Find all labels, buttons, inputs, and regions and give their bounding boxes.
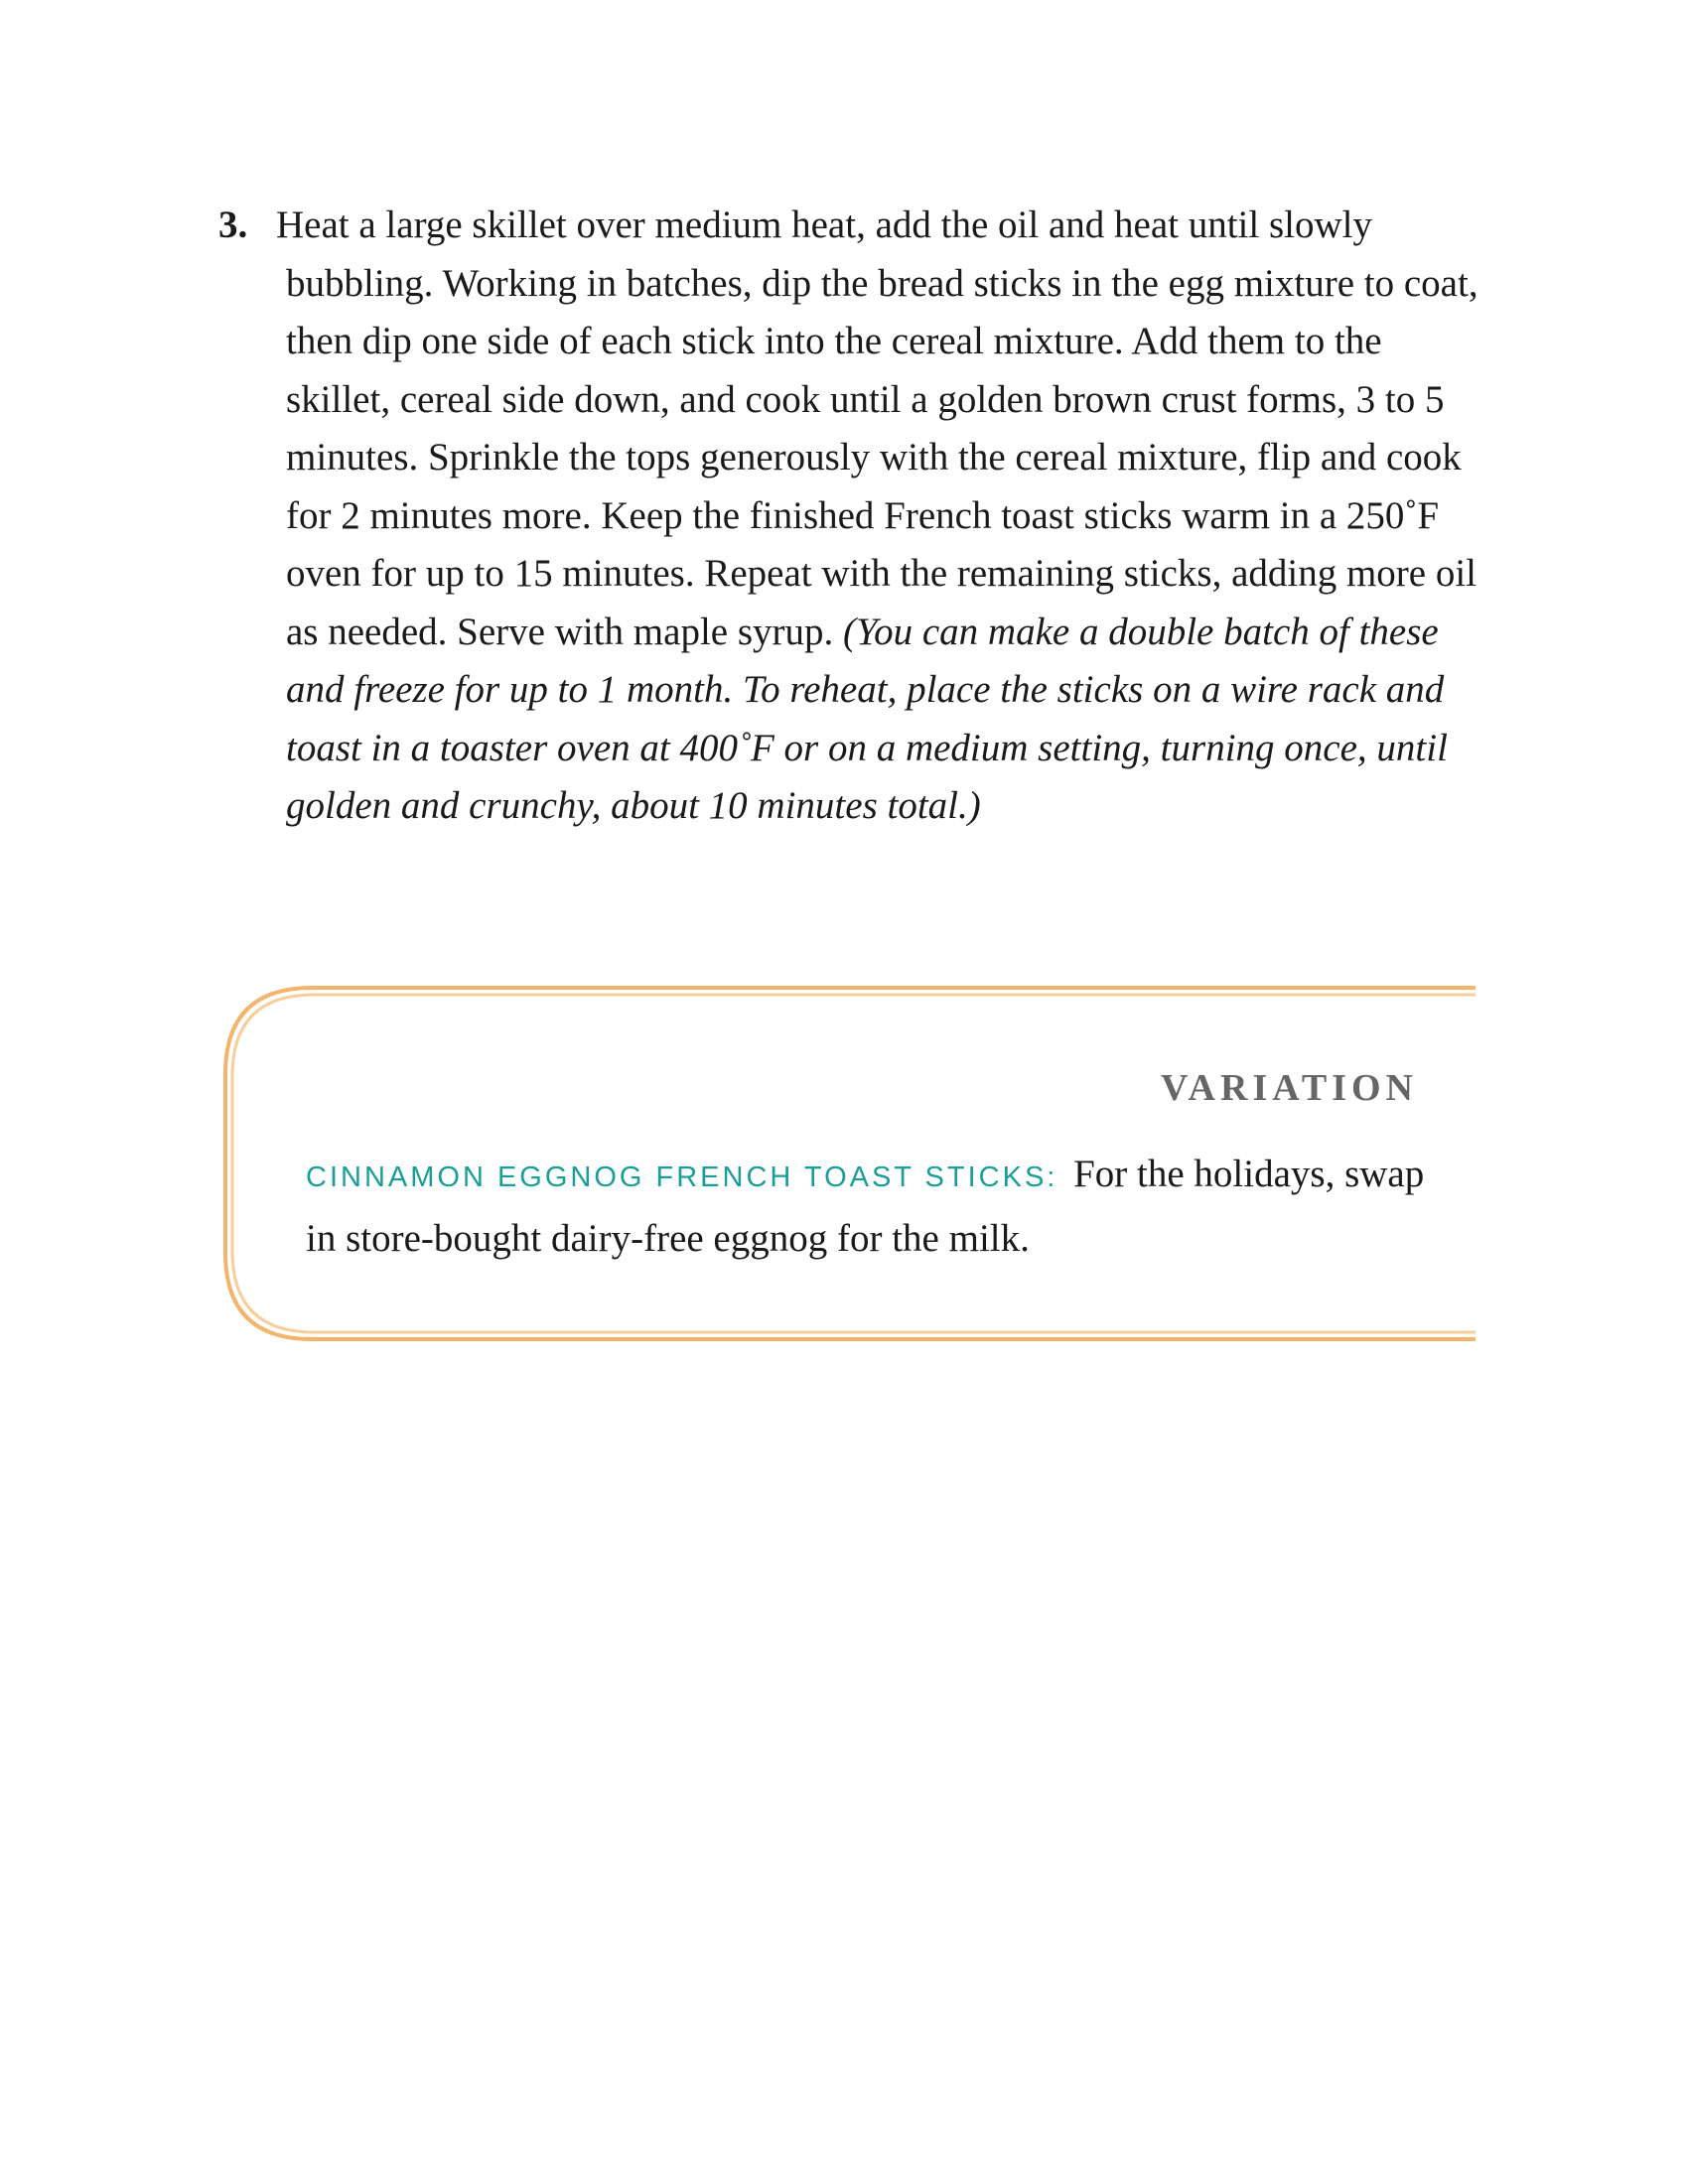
step-number: 3.: [218, 204, 248, 246]
step-instructions: Heat a large skillet over medium heat, add the oil and heat until slowly bubbling. Working in batches, dip the bread sticks in the egg mixture to coat, then dip one side of each stick into the cereal mixture. Add them to the skillet, cereal side down, and cook until a golden brown crust forms, 3 to 5 minutes. Sprinkle the tops generously with the cereal mixture, flip and cook for 2 minutes more. Keep the finished French toast sticks warm in a 250˚F oven for up to 15 minutes. Repeat with the remaining sticks, adding more oil as needed. Serve with maple syrup.: [276, 204, 1478, 653]
variation-text: For the holidays, swap in store-bought dairy-free eggnog for the milk.: [306, 1153, 1425, 1260]
variation-name: CINNAMON EGGNOG FRENCH TOAST STICKS:: [306, 1161, 1058, 1193]
variation-box: [222, 985, 1476, 1342]
variation-body: [306, 1144, 1428, 1269]
step-text-block: [276, 197, 1479, 836]
recipe-step: [218, 197, 1479, 836]
variation-title: VARIATION: [1161, 1067, 1418, 1109]
step-note: (You can make a double batch of these and freeze for up to 1 month. To reheat, place the sticks on a wire rack and toast in a toaster oven at 400˚F or on a medium setting, turning once, until golden and crunchy, about 10 minutes total.): [286, 610, 1448, 827]
